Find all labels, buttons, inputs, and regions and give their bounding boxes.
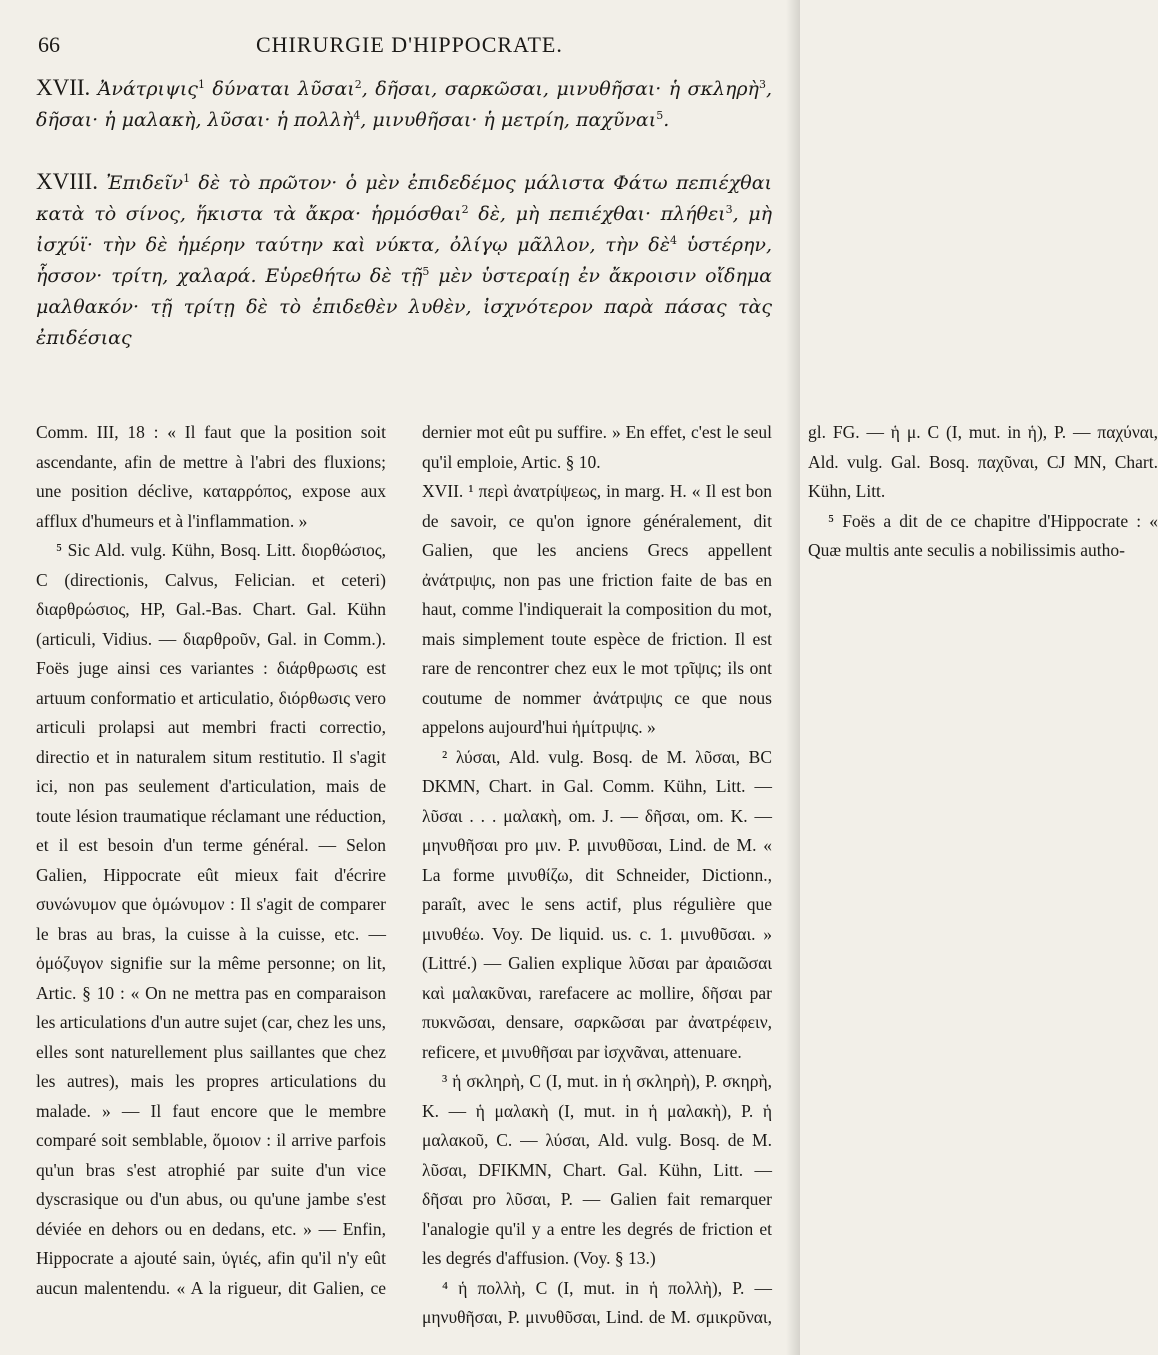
footnote-ref: 3 <box>758 78 766 91</box>
footnote-ref: 1 <box>197 78 205 91</box>
footnote: ² λύσαι, Ald. vulg. Bosq. de M. λῦσαι, BC DKMN, Chart. in Gal. Comm. Kühn, Litt. — λῦσαι . . . μαλακὴ, om. J. — δῆσαι, om. K. — μηνυθῆσαι pro μιν. P. μινυθῦσαι, Lind. de M. « La forme μινυθίζω, dit Schneider, Dictionn., paraît, avec le sens actif, plus régulière que μινυθέω. Voy. De liquid. us. c. 1. μινυθῦσαι. » (Littré.) — Galien explique λῦσαι par ἀραιῶσαι καὶ μαλακῦναι, rarefacere ac mollire, δῆσαι par πυκνῶσαι, densare, σαρκῶσαι par ἀνατρέφειν, reficere, et μινυθῆσαι par ἰσχνᾶναι, attenuare. <box>422 746 772 1062</box>
page-number: 66 <box>38 32 60 57</box>
greek-text: δὲ τὸ πρῶτον· ὁ μὲν ἐπιδεδέμος μάλιστα Φάτω πεπιέχθαι κατὰ τὸ σίνος, ἥκιστα τὰ ἄκρα· ἡρμόσθαι <box>36 172 773 225</box>
greek-text: ὑστέρην, ἧσσον· τρίτη, χαλαρά. Εὑρεθήτω δὲ τῇ <box>36 234 772 287</box>
greek-text: δὲ, μὴ πεπιέχθαι· πλήθει <box>468 203 726 225</box>
footnote-ref: 4 <box>353 109 361 122</box>
footnote-ref: 5 <box>422 265 430 278</box>
footnote: ³ ἡ σκληρὴ, C (I, mut. in ἡ σκληρὴ), P. σκηρὴ, K. — ἡ μαλακὴ (I, mut. in ἡ μαλακὴ), P. ἡ μαλακοῦ, C. — λύσαι, Ald. vulg. Bosq. de M. λῦσαι, DFIKMN, Chart. Gal. Kühn, Litt. — δῆσαι pro λῦσαι, P. — Galien fait remarquer l'analogie qu'il y a entre les degrés de friction et les degrés d'affusion. (Voy. § 13.) <box>422 1071 772 1268</box>
footnote: XVII. ¹ περὶ ἀνατρίψεως, in marg. H. « Il est bon de savoir, ce qu'on ignore généralement, dit Galien, que les anciens Grecs appellent ἀνάτριψις, non pas une friction faite de bas en haut, comme l'indiquerait la composition du mot, mais simplement toute espèce de friction. Il est rare de rencontrer chez eux le mot τρῖψις; ils ont coutume de nommer ἀνάτριψις ce que nous appelons aujourd'hui ἡμίτριψις. » <box>422 481 772 737</box>
footnote: Comm. III, 18 : « Il faut que la position soit ascendante, afin de mettre à l'abri des fluxions; une position déclive, καταρρόπος, expose aux afflux d'humeurs et à l'inflammation. » <box>36 422 386 531</box>
footnotes <box>36 418 1158 1333</box>
main-greek-text <box>36 72 772 384</box>
running-title: CHIRURGIE D'HIPPOCRATE. <box>256 32 563 57</box>
greek-text: , μὴ ἰσχύϊ· τὴν δὲ ἡμέρην ταύτην καὶ νύκτα, ὀλίγῳ μᾶλλον, τὴν δὲ <box>36 203 773 256</box>
greek-text: Ἐπιδεῖν <box>106 172 184 194</box>
page-gutter-shadow <box>786 0 800 1355</box>
footnote-ref: 3 <box>725 203 733 216</box>
greek-text: . <box>663 109 670 131</box>
footnote-ref: 5 <box>656 109 664 122</box>
footnote-ref: 2 <box>354 78 362 91</box>
greek-text: , δῆσαι, σαρκῶσαι, μινυθῆσαι· ἡ σκληρὴ <box>361 78 759 100</box>
section-xviii <box>36 166 772 354</box>
greek-text: μὲν ὑστεραίῃ ἐν ἄκροισιν οἴδημα μαλθακόν· τῇ τρίτῃ δὲ τὸ ἐπιδεθὲν λυθὲν, ἰσχνότερον παρὰ πάσας τὰς ἐπιδέσιας <box>36 265 773 349</box>
footnote: ⁴ ἡ πολλὴ, C (I, mut. in ἡ πολλὴ), P. — μηνυθῆσαι, P. μινυθῦσαι, Lind. de M. σμικρῦναι, gl. FG. — ἡ μ. C (I, mut. in ἡ), P. — παχύναι, Ald. vulg. Gal. Bosq. παχῦναι, CJ MN, Chart. Kühn, Litt. <box>422 422 1158 1327</box>
greek-text: Ἀνάτριψις <box>97 78 198 100</box>
footnote-ref: 4 <box>669 234 677 247</box>
section-number: XVIII. <box>36 169 98 194</box>
greek-text: δύναται λῦσαι <box>204 78 355 100</box>
greek-text: , μινυθῆσαι· ἡ μετρίη, παχῦναι <box>360 109 657 131</box>
footnote-ref: 2 <box>461 203 469 216</box>
footnote: ⁵ Foës a dit de ce chapitre d'Hippocrate : « Quæ multis ante seculis a nobilissimis autho- <box>808 510 1158 560</box>
greek-text: , δῆσαι· ἡ μαλακὴ, λῦσαι· ἡ πολλὴ <box>36 78 772 131</box>
page-header <box>38 30 800 64</box>
section-number: XVII. <box>36 75 91 100</box>
section-xvii <box>36 72 772 136</box>
footnote-ref: 1 <box>183 172 191 185</box>
footnote: ⁵ Sic Ald. vulg. Kühn, Bosq. Litt. διορθώσιος, C (directionis, Calvus, Felician. et ceteri) διαρθρώσιος, HP, Gal.-Bas. Chart. Gal. Kühn (articuli, Vidius. — διαρθροῦν, Gal. in Comm.). Foës juge ainsi ces variantes : διάρθρωσις est artuum conformatio et articulatio, διόρθωσις vero articuli prolapsi aut membri fracti correctio, directio et in naturalem situm restitutio. Il s'agit ici, non pas seulement d'articulation, mais de toute lésion traumatique réclamant une réduction, et il est besoin d'un terme général. — Selon Galien, Hippocrate eût mieux fait d'écrire συνώνυμον que ὁμώνυμον : Il s'agit de comparer le bras au bras, la cuisse à la cuisse, etc. — ὁμόζυγον signifie sur la même personne; on lit, Artic. § 10 : « On ne mettra pas en comparaison les articulations d'un autre sujet (car, chez les uns, elles sont naturellement plus saillantes que chez les autres), mais les propres articulations du malade. » — Il faut encore que le membre comparé soit semblable, ὅμοιον : il arrive parfois qu'un bras s'est atrophié par suite d'un vice dyscrasique ou d'un abus, ou qu'une jambe s'est déviée en dehors ou en dedans, etc. » — Enfin, Hippocrate a ajouté sain, ὑγιές, afin qu'il n'y eût aucun malentendu. « A la rigueur, dit Galien, ce dernier mot eût pu suffire. » En effet, c'est le seul qu'il emploie, Artic. § 10. <box>36 422 772 1298</box>
